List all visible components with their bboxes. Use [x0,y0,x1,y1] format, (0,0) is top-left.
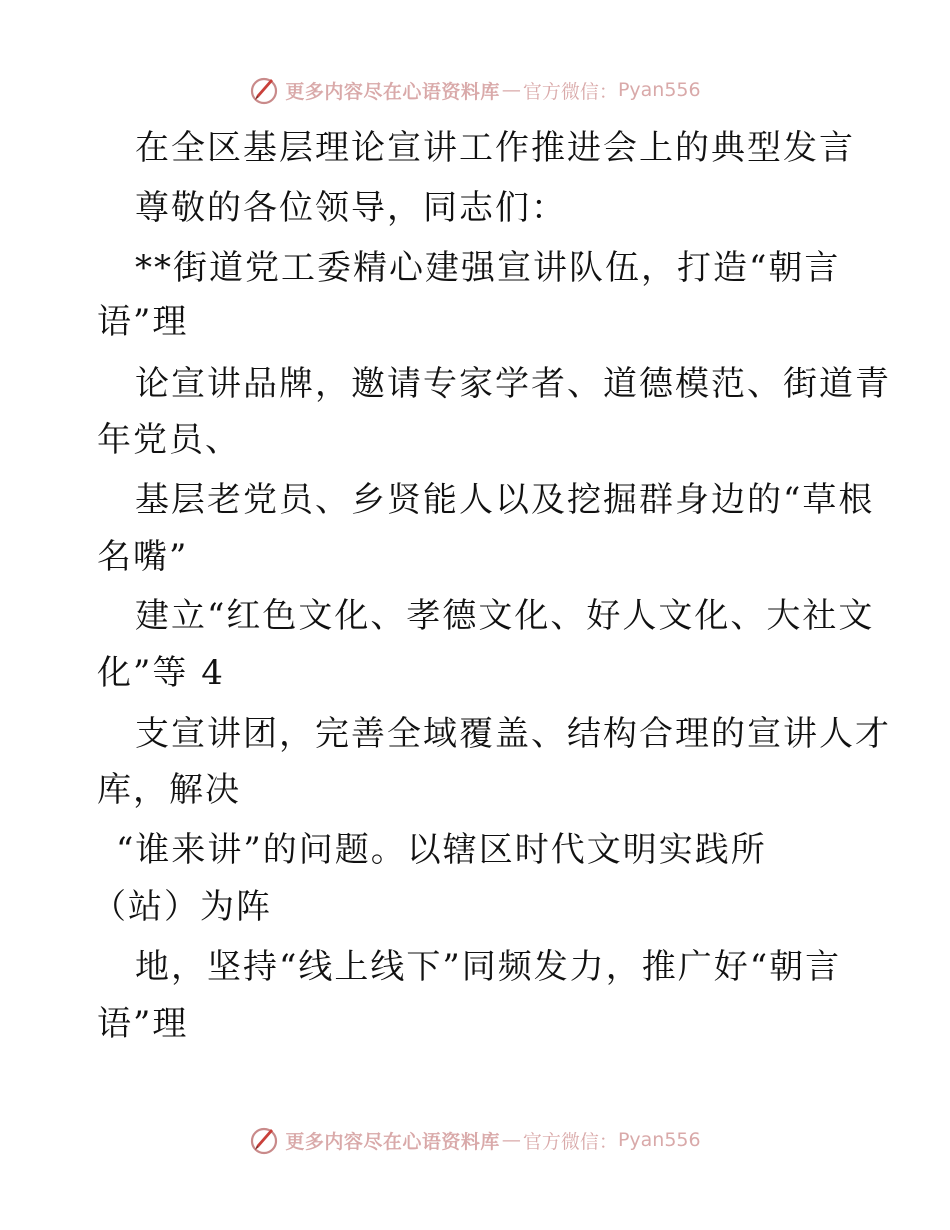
paragraph-line: 支宣讲团，完善全域覆盖、结构合理的宣讲人才 [135,714,891,754]
quill-logo-icon [249,1125,279,1155]
paragraph-line: 基层老党员、乡贤能人以及挖掘群身边的“草根 [135,480,875,520]
watermark-brand: 更多内容尽在心语资料库 [285,80,500,103]
watermark-dash: — [501,1129,521,1151]
paragraph-line: 年党员、 [97,420,241,460]
watermark-wechat-id: Pyan556 [617,79,701,101]
salutation: 尊敬的各位领导，同志们： [135,188,567,228]
paragraph-line: 语”理 [97,302,189,342]
watermark-dash: — [501,79,521,101]
watermark-wechat-label: 官方微信： [522,1130,618,1153]
paragraph-line: 论宣讲品牌，邀请专家学者、道德模范、街道青 [135,364,891,404]
paragraph-line: （站）为阵 [92,887,272,927]
paragraph-line: 语”理 [97,1004,189,1044]
watermark-brand: 更多内容尽在心语资料库 [285,1130,500,1153]
paragraph-line: **街道党工委精心建强宣讲队伍，打造“朝言 [135,248,841,288]
footer-watermark [0,1120,950,1160]
header-watermark [0,70,950,110]
paragraph-line: 库，解决 [97,770,241,810]
paragraph-line: 名嘴” [97,537,189,577]
paragraph-line: 化”等 4 [97,653,225,693]
paragraph-line: 建立“红色文化、孝德文化、好人文化、大社文 [135,596,875,636]
document-title: 在全区基层理论宣讲工作推进会上的典型发言 [135,128,855,168]
paragraph-line: 地，坚持“线上线下”同频发力，推广好“朝言 [135,947,842,987]
paragraph-line: “谁来讲”的问题。以辖区时代文明实践所 [116,830,767,870]
quill-logo-icon [249,75,279,105]
watermark-wechat-id: Pyan556 [617,1129,701,1151]
watermark-wechat-label: 官方微信： [522,80,618,103]
